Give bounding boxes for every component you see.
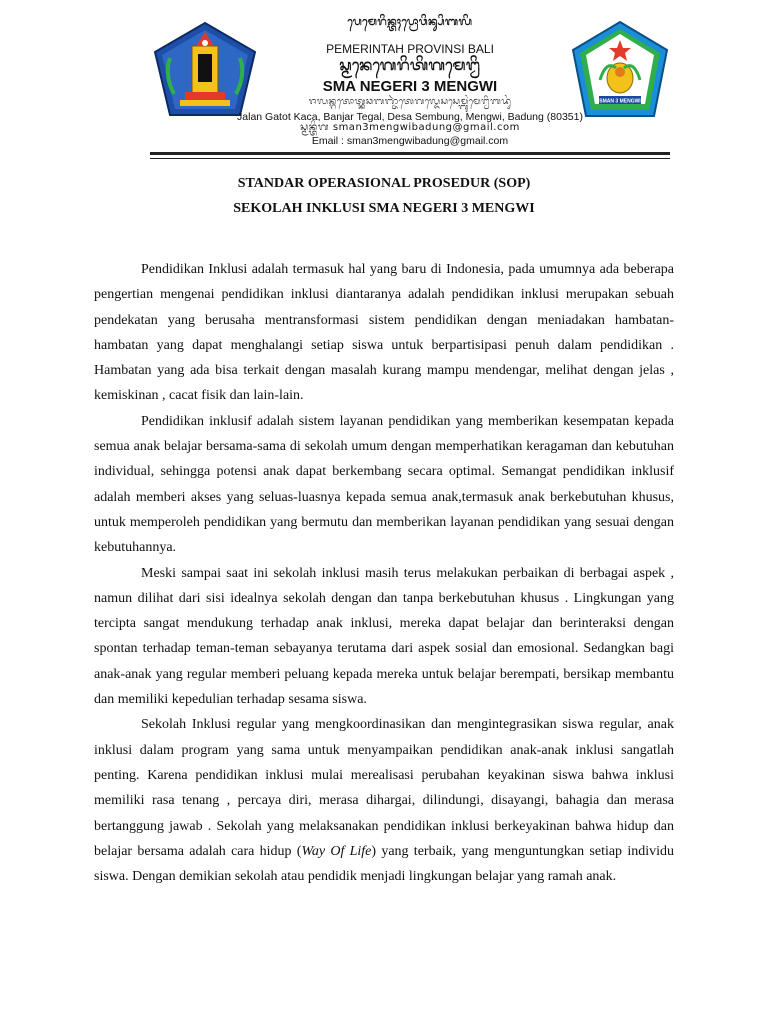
school-email: Email : sman3mengwibadung@gmail.com xyxy=(311,135,509,147)
school-name: SMA NEGERI 3 MENGWI xyxy=(322,78,498,95)
balinese-script-line-3: ᬚᬮᬦ᭄ᬕᬢᭀᬢ᭄ᬓᬘᬩᬜ᭄ᬚᬃᬢᬾᬕᬮ᭄ᬤᬾᬲᬲᬾᬫ᭄ᬩᬸᬂᬫᬾᬗ᭄ᬯᬶᬩᬤᬸᬂ xyxy=(308,97,512,107)
letterhead-divider-thick xyxy=(150,152,670,155)
government-name: PEMERINTAH PROVINSI BALI xyxy=(326,42,494,56)
paragraph-4 xyxy=(94,712,674,889)
balinese-script-line-1: ᬧᬾᬫᬾᬭᬶᬦ᭄ᬢᬄᬧ᭄ᬭᭀᬯᬶᬦ᭄ᬲᬶᬩᬮᬶ xyxy=(347,15,473,28)
paragraph-2: Pendidikan inklusif adalah sistem layanan pendidikan yang memberikan kesempatan kepada semua anak belajar bersama-sama di sekolah umum dengan memperhatikan keragaman dan kebutuhan individual, sehingga potensi anak dapat berkembang secara optimal. Semangat pendidikan inklusif adalah memberi akses yang seluas-luasnya kepada semua anak,termasuk anak berkebutuhan khusus, untuk memperoleh pendidikan yang bermutu dan memberikan layanan pendidikan yang sesuai dengan kebutuhannya. xyxy=(94,413,674,556)
school-address: Jalan Gatot Kaca, Banjar Tegal, Desa Sembung, Mengwi, Badung (80351) xyxy=(237,111,583,123)
paragraph-4-text-end: ) yang terbaik, yang menguntungkan setiap individu siswa. Dengan demikian sekolah atau pendidik menjadi lingkungan belajar yang ramah anak. xyxy=(94,843,674,885)
letterhead-divider-thin xyxy=(150,158,670,159)
letterhead xyxy=(150,14,670,166)
paragraph-1: Pendidikan Inklusi adalah termasuk hal yang baru di Indonesia, pada umumnya ada beberapa pengertian mengenai pendidikan inklusi diantaranya adalah pendidikan inklusi merupakan sebuah pendekatan yang berusaha mentransformasi sistem pendidikan dengan meniadakan hambatan-hambatan yang dapat menghalangi setiap siswa untuk berpartisipasi penuh dalam pendidikan . Hambatan yang ada bisa terkait dengan masalah kurang mampu mendengar, melihat dengan jelas , kemiskinan , cacat fisik dan lain-lain. xyxy=(94,262,674,404)
document-body xyxy=(94,257,674,889)
paragraph-3: Meski sampai saat ini sekolah inklusi masih terus melakukan perbaikan di berbagai aspek , namun dilihat dari sisi idealnya sekolah dengan dan tanpa berkebutuhan khusus . Lingkungan yang tercipta sangat mendukung terhadap anak inklusi, mereka dapat belajar dan berinteraksi dengan spontan terhadap teman-teman sebayanya terutama dari aspek sosial dan emosional. Sedangkan bagi anak-anak yang regular memberi peluang kepada mereka untuk belajar berempati, bersikap membantu dan memiliki kepedulian terhadap sesama siswa. xyxy=(94,565,674,708)
balinese-script-line-2: ᬲ᭄ᬫᬦᬾᬕᬾᬭᬶᬢᬶᬕᬫᬾᬗ᭄ᬯᬶ xyxy=(339,56,481,74)
emblem-label: SMAN 3 MENGWI xyxy=(599,98,641,105)
document-title: STANDAR OPERASIONAL PROSEDUR (SOP) xyxy=(237,176,531,191)
paragraph-4-text-start: Sekolah Inklusi regular yang mengkoordinasikan dan mengintegrasikan siswa regular, anak inklusi dalam program yang sama untuk menyampaikan pendidikan anak-anak inklusi sangatlah penting. Karena pendidikan inklusi mulai merealisasi perubahan keyakinan siswa bahwa inklusi memiliki rasa tenang , percaya diri, merasa dihargai, dilindungi, disayangi, bahagia dan merasa bertanggung jawab . Sekolah yang melaksanakan pendidikan inklusi berkeyakinan bahwa hidup dan belajar bersama adalah cara hidup ( xyxy=(94,717,674,859)
way-of-life-emphasis: Way Of Life xyxy=(301,843,372,859)
document-subtitle: SEKOLAH INKLUSI SMA NEGERI 3 MENGWI xyxy=(233,201,535,216)
balinese-script-line-4: ᬲ᭄ᬫᬦ᭄ᬢᬶᬕ sman3mengwibadung@gmail.com xyxy=(300,122,520,133)
